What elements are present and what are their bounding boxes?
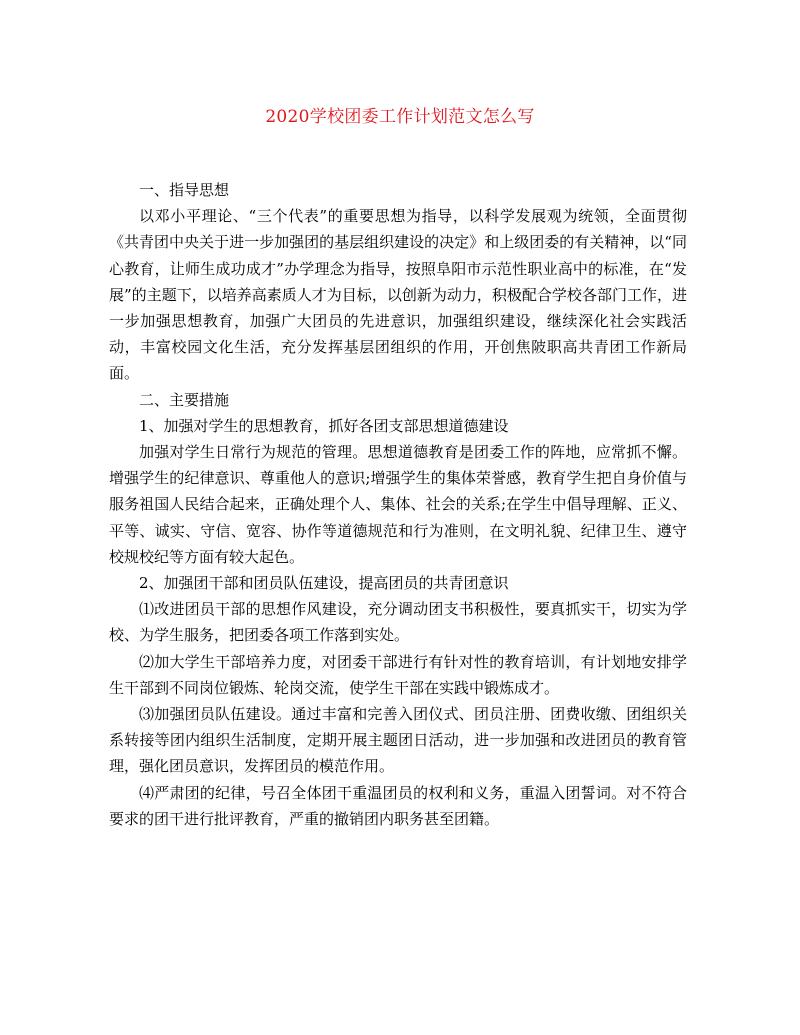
document-body [109,177,687,832]
section-heading: 二、主要措施 [139,390,230,409]
document-title: 2020学校团委工作计划范文怎么写 [265,107,535,127]
subsection-heading: 1、加强对学生的思想教育，抓好各团支部思想道德建设 [139,416,509,435]
list-item: ⑷严肃团的纪律，号召全体团干重温团员的权利和义务，重温入团誓词。对不符合要求的团干进行批评教育，严重的撤销团内职务甚至团籍。 [109,783,687,828]
paragraph: 以邓小平理论、“三个代表”的重要思想为指导，以科学发展观为统领，全面贯彻《共青团中央关于进一步加强团的基层组织建设的决定》和上级团委的有关精神，以“同心教育，让师生成功成才”办学理念为指导，按照阜阳市示范性职业高中的标准，在“发展”的主题下，以培养高素质人才为目标，以创新为动力，积极配合学校各部门工作，进一步加强思想教育，加强广大团员的先进意识，加强组织建设，继续深化社会实践活动，丰富校园文化生活，充分发挥基层团组织的作用，开创焦陂职高共青团工作新局面。 [109,207,687,383]
section-heading: 一、指导思想 [139,181,230,199]
list-item: ⑶加强团员队伍建设。通过丰富和完善入团仪式、团员注册、团费收缴、团组织关系转接等团内组织生活制度，定期开展主题团日活动，进一步加强和改进团员的教育管理，强化团员意识，发挥团员的模范作用。 [109,705,687,776]
list-item: ⑵加大学生干部培养力度，对团委干部进行有针对性的教育培训，有计划地安排学生干部到不同岗位锻炼、轮岗交流，使学生干部在实践中锻炼成才。 [109,652,687,697]
list-item: ⑴改进团员干部的思想作风建设，充分调动团支书积极性，要真抓实干，切实为学校、为学生服务，把团委各项工作落到实处。 [109,600,687,645]
subsection-heading: 2、加强团干部和团员队伍建设，提高团员的共青团意识 [139,574,509,593]
paragraph: 加强对学生日常行为规范的管理。思想道德教育是团委工作的阵地，应常抓不懈。增强学生的纪律意识、尊重他人的意识;增强学生的集体荣誉感，教育学生把自身价值与服务祖国人民结合起来，正确处理个人、集体、社会的关系;在学生中倡导理解、正义、平等、诚实、守信、宽容、协作等道德规范和行为准则，在文明礼貌、纪律卫生、遵守校规校纪等方面有较大起色。 [109,443,687,566]
